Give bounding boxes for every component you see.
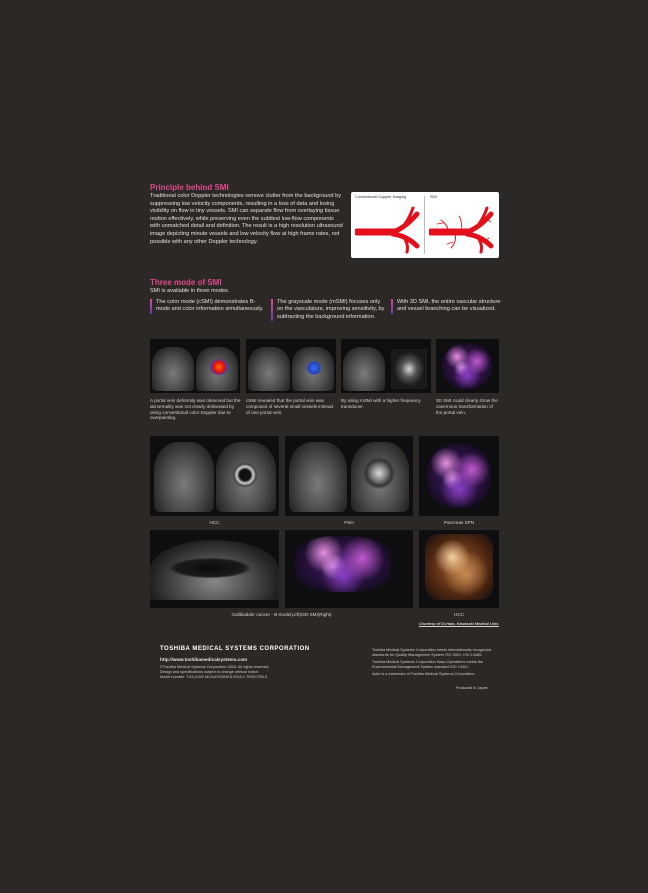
legal-line: Design and specifications subject to change without notice. [160,670,260,674]
cert-note: Toshiba Medical Systems Corporation meets internationally recognized standards for Quality Management System ISO 9001, ISO 13485. [372,648,492,657]
mode-item-color: The color mode (cSMI) demonstrates B-mode and color information simultaneously. [150,299,266,314]
caption-3dsmi: 3D SMI could clearly show the cavernous transformation of the portal vein. [436,398,498,415]
caption-pancreas-spn: Pancreas SPN [443,520,475,525]
smi-vessel-icon [429,202,495,254]
mode-item-3d: With 3D SMI, the entire vascular structure and vessel branching can be visualized. [391,299,507,314]
company-logo: TOSHIBA MEDICAL SYSTEMS CORPORATION [160,646,310,652]
caption-gallbladder: Gallbladder cancer - B-mode(Left)/3D-SMI(Right) [231,612,332,617]
modes-intro: SMI is available in three modes. [150,288,230,294]
caption-fnh: FNH [344,520,354,525]
caption-hcc-3d: HCC [454,612,464,617]
mode-item-grayscale: The grayscale mode (mSMI) focuses only on the vasculature, improving sensitivity, by subtracting the background information. [271,299,387,321]
produced-in: Produced in Japan [456,686,488,690]
diagram-left-label: Conventional Doppler Imaging [355,195,407,199]
ultrasound-image-csmi [246,339,336,393]
courtesy-note: Courtesy of Dr.Hata, Kawasaki Medical Univ. [419,622,499,626]
ultrasound-image-hcc [150,436,279,516]
company-url[interactable]: http://www.toshibamedicalsystems.com [160,657,248,662]
ultrasound-image-cdi [150,339,240,393]
diagram-right-label: SMI [430,195,437,199]
ultrasound-image-gallbladder-bmode [150,530,279,608]
caption-csmi: cSMI revealed that the portal vein was composed of several small vessels instead of one portal vein. [246,398,334,415]
legal-notice [160,665,340,680]
ultrasound-image-fnh [285,436,413,516]
conventional-vessel-icon [355,202,421,254]
ultrasound-image-3dsmi [436,339,499,393]
legal-line: ©Toshiba Medical Systems Corporation 2016. All rights reserved. [160,665,270,669]
cert-note: Aplio is a trademark of Toshiba Medical Systems Corporation. [372,672,476,676]
smi-diagram [351,192,499,258]
ultrasound-image-pancreas-spn [419,436,499,516]
diagram-divider [424,196,425,254]
principle-body: Traditional color Doppler technologies remove clutter from the background by suppressing low velocity components, resulting in a loss of data and losing visibility on flow in tiny vessels. SMI can separate flow from overlaying tissue motion effectively, while preserving even the subtlest low-flow components with unmatched detail and definition. The result is a high resolution ultrasound image depicting minute vessels and low velocity flow at high frame rates, not possible with any other Doppler technology. [150,193,343,245]
caption-cdi: A portal vein deformity was observed but the abnormality was not clearly delineated by using conventional color Doppler due to overpainting. [150,398,241,421]
legal-line: Model number: TUS-A300 MCAUS0264EA 2016-1 TMSC/TBLS [160,675,268,679]
caption-msmi: By using mSMI with a higher frequency transducer. [341,398,421,409]
ultrasound-image-gallbladder-3dsmi [285,530,413,608]
certification-notes [372,648,498,677]
caption-hcc: HCC [209,520,220,525]
principle-title: Principle behind SMI [150,183,229,192]
cert-note: Toshiba Medical Systems Corporation Nasu Operations meets the Environmental Management System standard ISO 14001. [372,660,484,669]
ultrasound-image-hcc-3d [419,530,499,608]
ultrasound-image-msmi [341,339,431,393]
modes-title: Three mode of SMI [150,278,222,287]
